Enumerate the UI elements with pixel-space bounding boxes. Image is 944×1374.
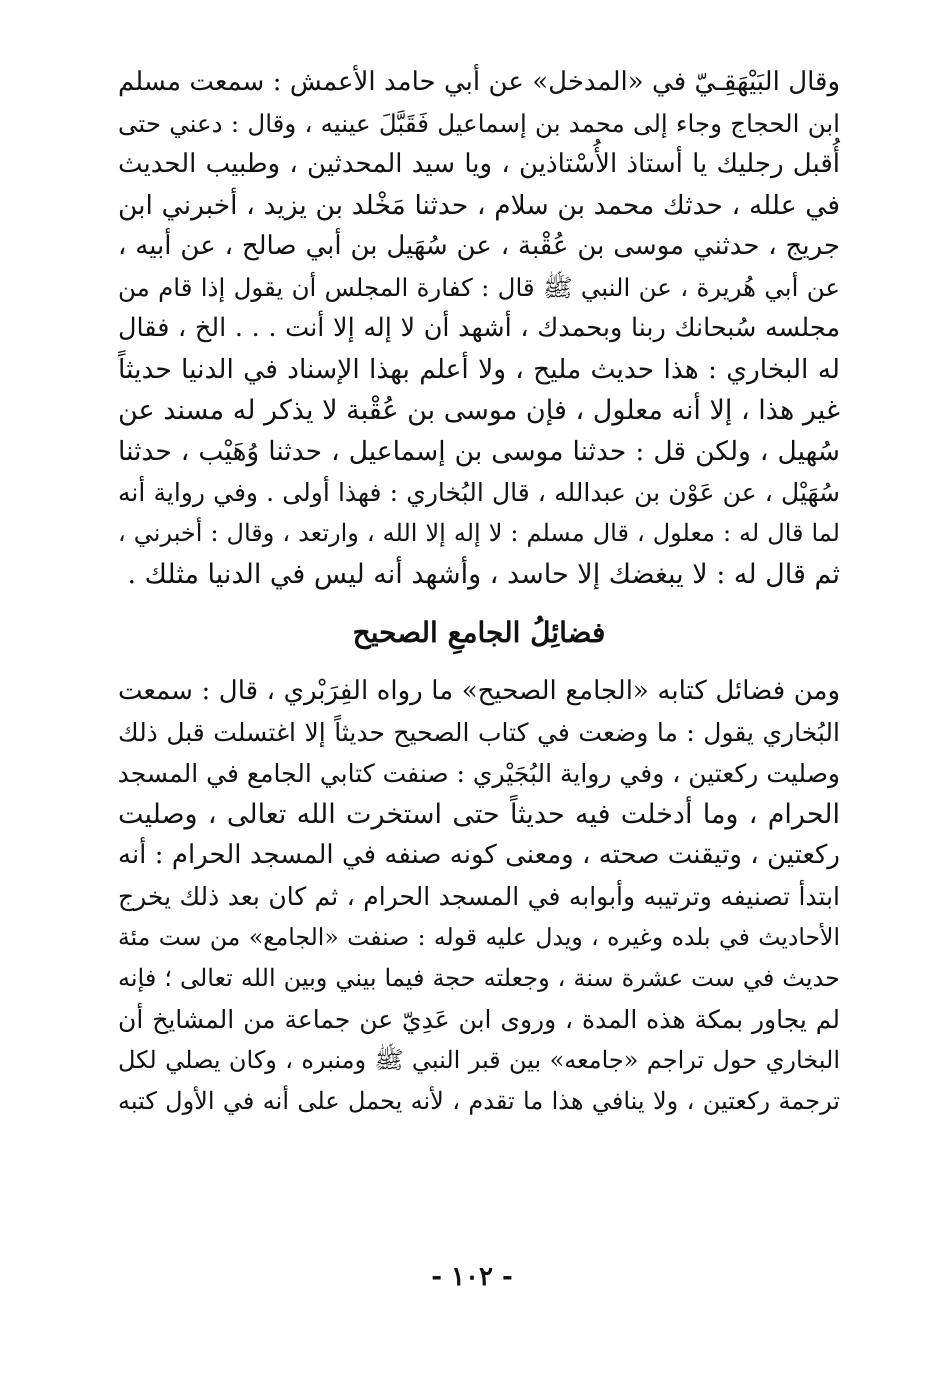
text-line: مجلسه سُبحانك ربنا وبحمدك ، أشهد أن لا إله إلا أنت . . . الخ ، فقال (118, 313, 840, 343)
paragraph-jami-virtues (118, 671, 840, 1122)
text-line: في علله ، حدثك محمد بن سلام ، حدثنا مَخْلد بن يزيد ، أخبرني ابن (118, 190, 840, 221)
text-line: الحرام ، وما أدخلت فيه حديثاً حتى استخرت الله تعالى ، وصليت (118, 799, 840, 830)
text-line: ركعتين ، وتيقنت صحته ، ومعنى كونه صنفه في المسجد الحرام : أنه (118, 840, 840, 870)
text-line: حديث في ست عشرة سنة ، وجعلته حجة فيما بيني وبين الله تعالى ؛ فإنه (118, 964, 840, 992)
text-line: الأحاديث في بلده وغيره ، ويدل عليه قوله : صنفت «الجامع» من ست مئة (118, 923, 840, 951)
page-body (118, 62, 840, 1122)
paragraph-muslim-bukhari (118, 62, 840, 595)
text-line: ابتدأ تصنيفه وترتيبه وأبوابه في المسجد الحرام ، ثم كان بعد ذلك يخرج (118, 882, 840, 911)
page-number: - ١٠٢ - (431, 1262, 513, 1292)
text-line: البخاري حول تراجم «جامعه» بين قبر النبي ﷺ ومنبره ، وكان يصلي لكل (118, 1046, 840, 1074)
text-line: البُخاري يقول : ما وضعت في كتاب الصحيح حديثاً إلا اغتسلت قبل ذلك (118, 718, 840, 747)
text-line: لم يجاور بمكة هذه المدة ، وروى ابن عَدِيّ عن جماعة من المشايخ أن (118, 1005, 840, 1034)
text-line: وصليت ركعتين ، وفي رواية البُجَيْري : صنفت كتابي الجامع في المسجد (117, 759, 840, 788)
section-heading: فضائِلُ الجامعِ الصحيح (352, 616, 606, 649)
text-line: سُهَيْل ، عن عَوْن بن عبدالله ، قال البُخاري : فهذا أولى . وفي رواية أنه (118, 478, 840, 507)
text-line: وقال البَيْهَقِـيّ في «المدخل» عن أبي حامد الأعمش : سمعت مسلم (118, 67, 840, 97)
text-line: أُقبل رجليك يا أستاذ الأُسْتاذين ، ويا سيد المحدثين ، وطبيب الحديث (118, 149, 840, 179)
text-line: لما قال له : معلول ، قال مسلم : لا إله إلا الله ، وارتعد ، وقال : أخبرني ، (118, 519, 840, 547)
text-line: ابن الحجاج وجاء إلى محمد بن إسماعيل فَقَبَّلَ عينيه ، وقال : دعني حتى (118, 109, 840, 138)
text-line: غير هذا ، إلا أنه معلول ، فإن موسى بن عُقْبة لا يذكر له مسند عن (118, 395, 840, 426)
text-line: جريج ، حدثني موسى بن عُقْبة ، عن سُهَيل بن أبي صالح ، عن أبيه ، (118, 231, 840, 261)
text-line: سُهيل ، ولكن قل : حدثنا موسى بن إسماعيل ، حدثنا وُهَيْب ، حدثنا (118, 436, 840, 467)
text-line: ترجمة ركعتين ، ولا ينافي هذا ما تقدم ، لأنه يحمل على أنه في الأول كتبه (118, 1087, 840, 1115)
text-line: عن أبي هُريرة ، عن النبي ﷺ قال : كفارة المجلس أن يقول إذا قام من (118, 273, 840, 302)
text-line: ثم قال له : لا يبغضك إلا حاسد ، وأشهد أنه ليس في الدنيا مثلك . (127, 559, 840, 590)
text-line: له البخاري : هذا حديث مليح ، ولا أعلم بهذا الإسناد في الدنيا حديثاً (118, 354, 840, 385)
text-line: ومن فضائل كتابه «الجامع الصحيح» ما رواه الفِرَبْري ، قال : سمعت (118, 676, 840, 706)
